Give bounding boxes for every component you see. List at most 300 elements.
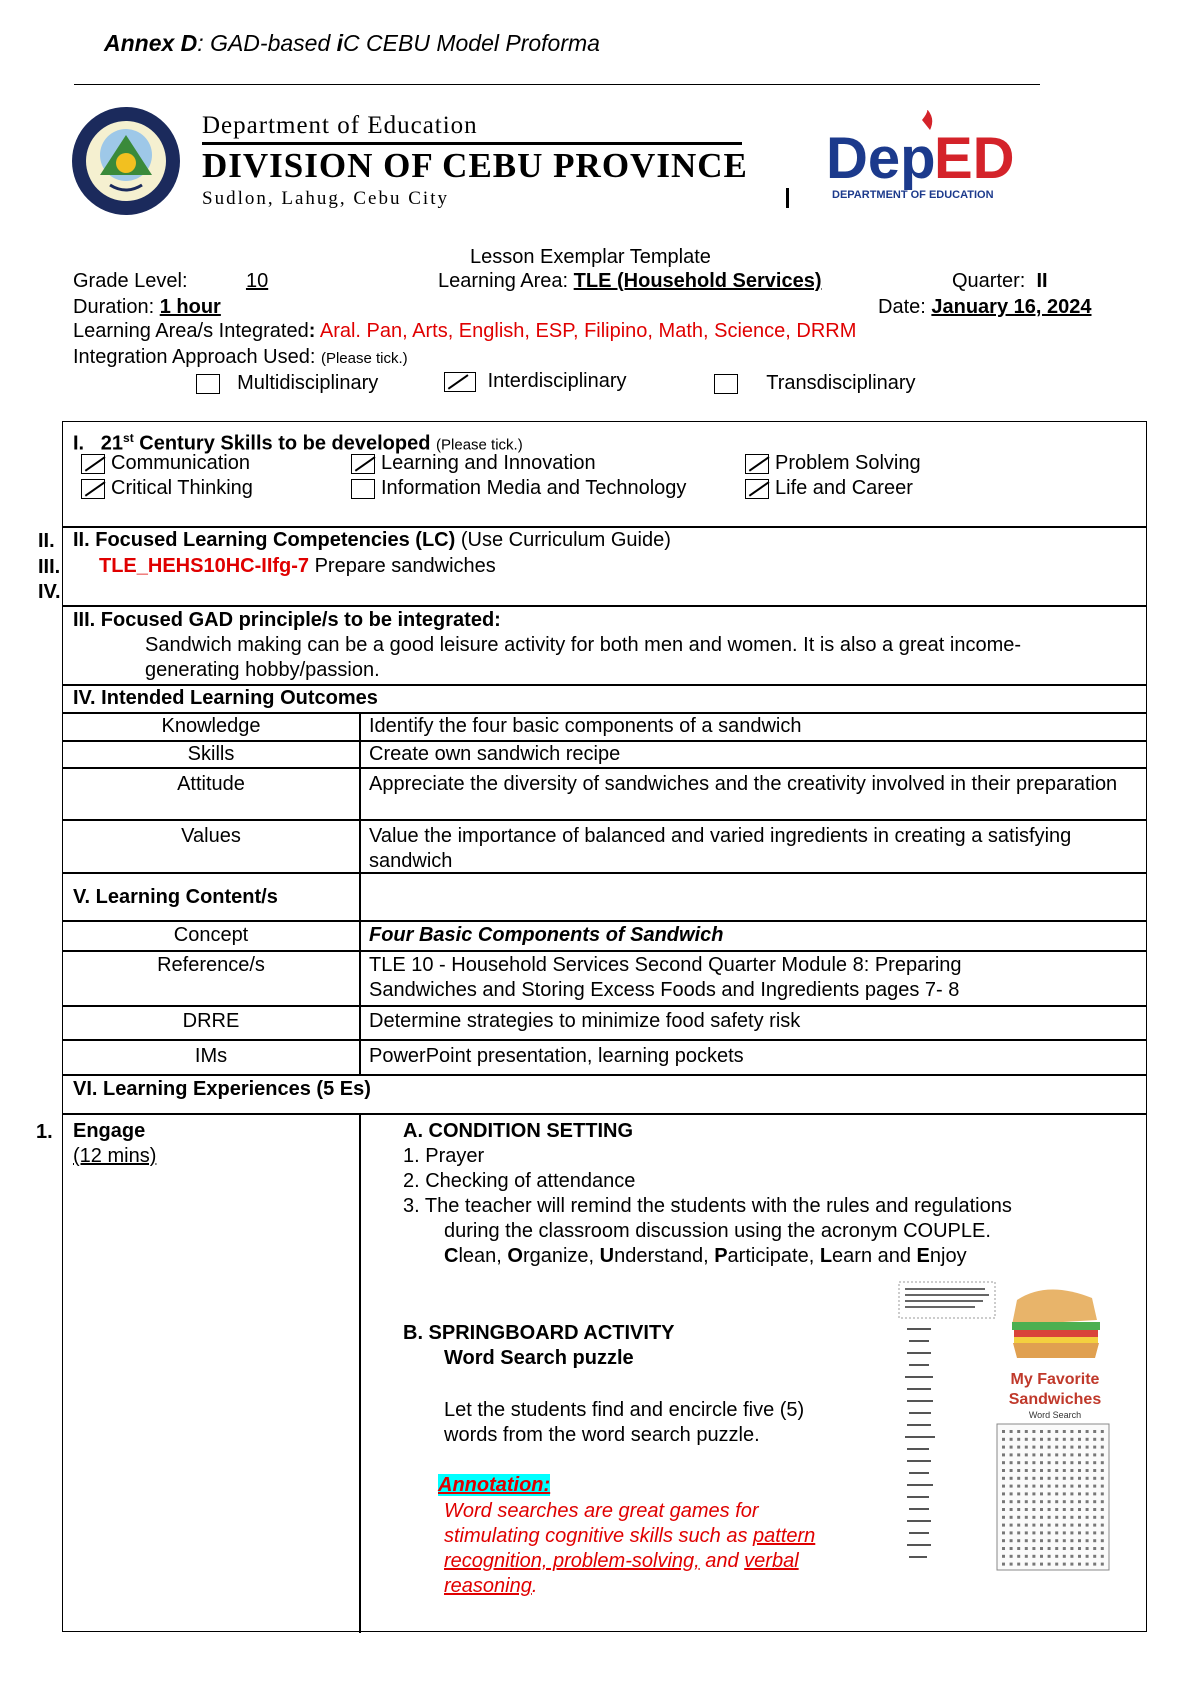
puzzle-letter-cell <box>1055 1516 1058 1519</box>
puzzle-letter-cell <box>1025 1446 1028 1449</box>
puzzle-letter-cell <box>1040 1438 1043 1441</box>
annotation-text: Word searches are great games for stimulating cognitive skills such as pattern recognition, problem-solving, and verbal reasoning. <box>444 1500 816 1597</box>
outcome-label: Values <box>181 825 241 847</box>
puzzle-letter-cell <box>1010 1453 1013 1456</box>
skill-critical-thinking[interactable]: Critical Thinking <box>81 476 253 501</box>
puzzle-letter-cell <box>1048 1555 1051 1558</box>
puzzle-letter-cell <box>1025 1485 1028 1488</box>
puzzle-letter-cell <box>1078 1492 1081 1495</box>
puzzle-letter-cell <box>1032 1508 1035 1511</box>
puzzle-letter-cell <box>1055 1500 1058 1503</box>
row-divider <box>63 1039 1146 1041</box>
puzzle-letter-cell <box>1010 1461 1013 1464</box>
puzzle-letter-cell <box>1017 1555 1020 1558</box>
puzzle-letter-cell <box>1048 1469 1051 1472</box>
row-divider <box>63 950 1146 952</box>
puzzle-letter-cell <box>1032 1547 1035 1550</box>
puzzle-letter-cell <box>1017 1446 1020 1449</box>
puzzle-letter-cell <box>1063 1453 1066 1456</box>
svg-text:Dep: Dep <box>826 126 936 191</box>
checkbox-icon[interactable] <box>351 479 375 499</box>
puzzle-letter-cell <box>1010 1555 1013 1558</box>
puzzle-letter-cell <box>1063 1524 1066 1527</box>
header-divider <box>74 84 1040 85</box>
puzzle-letter-cell <box>1002 1508 1005 1511</box>
areas-integrated: Learning Area/s Integrated: Aral. Pan, Arts, English, ESP, Filipino, Math, Science, DRRM <box>73 320 857 342</box>
checked-checkbox-icon[interactable] <box>81 454 105 474</box>
puzzle-letter-cell <box>1002 1492 1005 1495</box>
puzzle-letter-cell <box>1025 1469 1028 1472</box>
skill-learning-innovation[interactable]: Learning and Innovation <box>351 451 596 476</box>
puzzle-letter-cell <box>1078 1461 1081 1464</box>
quarter: Quarter: II <box>952 270 1048 292</box>
puzzle-letter-cell <box>1086 1524 1089 1527</box>
puzzle-letter-cell <box>1070 1477 1073 1480</box>
checked-checkbox-icon[interactable] <box>745 479 769 499</box>
puzzle-letter-cell <box>1093 1461 1096 1464</box>
puzzle-letter-cell <box>1070 1453 1073 1456</box>
column-divider <box>359 950 361 1076</box>
puzzle-letter-cell <box>1063 1461 1066 1464</box>
content-value: Four Basic Components of Sandwich <box>369 924 724 946</box>
puzzle-subtitle: Word Search <box>1028 1410 1082 1420</box>
checkbox-icon[interactable] <box>196 374 220 394</box>
puzzle-letter-cell <box>1078 1524 1081 1527</box>
puzzle-letter-cell <box>1040 1453 1043 1456</box>
puzzle-letter-cell <box>1086 1446 1089 1449</box>
skill-problem-solving[interactable]: Problem Solving <box>745 451 921 476</box>
puzzle-letter-cell <box>1055 1461 1058 1464</box>
puzzle-letter-cell <box>1032 1500 1035 1503</box>
checked-checkbox-icon[interactable] <box>351 454 375 474</box>
template-title: Lesson Exemplar Template <box>470 246 711 268</box>
puzzle-title-line2: Sandwiches <box>1008 1391 1102 1408</box>
puzzle-letter-cell <box>1032 1453 1035 1456</box>
outcome-value: Appreciate the diversity of sandwiches and the creativity involved in their preparation <box>369 773 1118 795</box>
puzzle-letter-cell <box>1101 1461 1104 1464</box>
puzzle-letter-cell <box>1086 1469 1089 1472</box>
puzzle-letter-cell <box>1002 1461 1005 1464</box>
puzzle-letter-cell <box>1063 1485 1066 1488</box>
gad-text-line1: Sandwich making can be a good leisure activity for both men and women. It is also a great income- <box>145 634 1022 656</box>
integration-approach: Integration Approach Used: (Please tick.) <box>73 346 408 368</box>
puzzle-letter-cell <box>1002 1524 1005 1527</box>
learning-area: Learning Area: TLE (Household Services) <box>438 270 822 292</box>
puzzle-letter-cell <box>1040 1508 1043 1511</box>
annotation-label: Annotation: <box>438 1474 551 1496</box>
puzzle-letter-cell <box>1010 1531 1013 1534</box>
puzzle-letter-cell <box>1032 1485 1035 1488</box>
puzzle-letter-cell <box>1086 1516 1089 1519</box>
outcome-value: Value the importance of balanced and varied ingredients in creating a satisfying sandwich <box>369 825 1072 872</box>
side-marker-iv: IV. <box>38 581 61 603</box>
column-divider <box>359 1113 361 1633</box>
puzzle-letter-cell <box>1048 1563 1051 1566</box>
approach-interdisciplinary[interactable]: Interdisciplinary <box>444 368 627 394</box>
word-search-puzzle-image <box>897 1280 1115 1580</box>
puzzle-letter-cell <box>1032 1438 1035 1441</box>
puzzle-letter-cell <box>1101 1469 1104 1472</box>
approach-multidisciplinary[interactable]: Multidisciplinary <box>196 370 378 396</box>
puzzle-letter-cell <box>1063 1446 1066 1449</box>
puzzle-letter-cell <box>1086 1477 1089 1480</box>
puzzle-letter-cell <box>1017 1539 1020 1542</box>
puzzle-letter-cell <box>1010 1430 1013 1433</box>
puzzle-letter-cell <box>1063 1547 1066 1550</box>
puzzle-letter-cell <box>1055 1446 1058 1449</box>
puzzle-letter-cell <box>1093 1524 1096 1527</box>
puzzle-letter-cell <box>1070 1461 1073 1464</box>
puzzle-letter-cell <box>1101 1453 1104 1456</box>
side-marker-ii: II. <box>38 530 55 552</box>
puzzle-letter-cell <box>1086 1563 1089 1566</box>
duration-value: 1 hour <box>159 296 221 318</box>
puzzle-letter-cell <box>1093 1438 1096 1441</box>
condition-item: 1. Prayer <box>403 1145 485 1167</box>
puzzle-letter-cell <box>1017 1438 1020 1441</box>
puzzle-letter-cell <box>1078 1453 1081 1456</box>
skill-info-media-tech[interactable]: Information Media and Technology <box>351 476 686 501</box>
puzzle-letter-cell <box>1093 1453 1096 1456</box>
deped-logo-subtitle: DEPARTMENT OF EDUCATION <box>832 189 994 201</box>
puzzle-letter-cell <box>1078 1469 1081 1472</box>
puzzle-letter-cell <box>1070 1492 1073 1495</box>
puzzle-letter-cell <box>1070 1446 1073 1449</box>
puzzle-letter-cell <box>1048 1485 1051 1488</box>
content-label: Concept <box>173 924 249 946</box>
puzzle-letter-cell <box>1063 1539 1066 1542</box>
puzzle-letter-cell <box>1010 1563 1013 1566</box>
puzzle-letter-cell <box>1017 1516 1020 1519</box>
puzzle-letter-cell <box>1078 1446 1081 1449</box>
puzzle-letter-cell <box>1078 1531 1081 1534</box>
competency-code: TLE_HEHS10HC-IIfg-7 <box>99 555 310 577</box>
puzzle-letter-cell <box>1025 1555 1028 1558</box>
puzzle-letter-cell <box>1086 1453 1089 1456</box>
row-divider <box>63 819 1146 821</box>
puzzle-letter-cell <box>1055 1555 1058 1558</box>
content-label: DRRE <box>182 1010 240 1032</box>
puzzle-letter-cell <box>1101 1524 1104 1527</box>
engage-label: Engage <box>73 1120 146 1142</box>
division-name: DIVISION OF CEBU PROVINCE <box>202 146 748 185</box>
quarter-value: II <box>1036 270 1048 292</box>
puzzle-letter-cell <box>1002 1485 1005 1488</box>
puzzle-letter-cell <box>1002 1555 1005 1558</box>
condition-item: 2. Checking of attendance <box>403 1170 636 1192</box>
puzzle-letter-cell <box>1063 1430 1066 1433</box>
puzzle-letter-cell <box>1010 1485 1013 1488</box>
puzzle-letter-cell <box>1101 1492 1104 1495</box>
puzzle-letter-cell <box>1017 1461 1020 1464</box>
puzzle-letter-cell <box>1055 1539 1058 1542</box>
puzzle-letter-cell <box>1010 1492 1013 1495</box>
puzzle-letter-cell <box>1032 1477 1035 1480</box>
deped-logo <box>826 110 1026 205</box>
checked-checkbox-icon[interactable] <box>444 372 476 392</box>
puzzle-letter-cell <box>1101 1485 1104 1488</box>
content-label: IMs <box>194 1045 228 1067</box>
puzzle-letter-cell <box>1086 1461 1089 1464</box>
puzzle-letter-cell <box>1070 1531 1073 1534</box>
puzzle-letter-cell <box>1040 1563 1043 1566</box>
puzzle-letter-cell <box>1025 1492 1028 1495</box>
division-address: Sudlon, Lahug, Cebu City <box>202 188 449 209</box>
puzzle-letter-cell <box>1017 1500 1020 1503</box>
areas-integrated-value: Aral. Pan, Arts, English, ESP, Filipino, Math, Science, DRRM <box>319 320 857 342</box>
duration: Duration: 1 hour <box>73 296 221 318</box>
puzzle-letter-cell <box>1093 1547 1096 1550</box>
puzzle-letter-cell <box>1055 1524 1058 1527</box>
puzzle-letter-cell <box>1070 1547 1073 1550</box>
puzzle-letter-cell <box>1048 1516 1051 1519</box>
puzzle-letter-cell <box>1093 1430 1096 1433</box>
skills-heading: I. 21st Century Skills to be developed (Please tick.) <box>73 431 523 455</box>
puzzle-letter-cell <box>1063 1477 1066 1480</box>
puzzle-letter-cell <box>1101 1563 1104 1566</box>
puzzle-letter-cell <box>1025 1539 1028 1542</box>
puzzle-letter-cell <box>1040 1516 1043 1519</box>
springboard-text-line2: words from the word search puzzle. <box>444 1424 760 1446</box>
puzzle-letter-cell <box>1032 1531 1035 1534</box>
puzzle-letter-cell <box>1040 1477 1043 1480</box>
puzzle-letter-cell <box>1070 1438 1073 1441</box>
puzzle-letter-cell <box>1101 1500 1104 1503</box>
puzzle-letter-cell <box>1048 1461 1051 1464</box>
puzzle-letter-cell <box>1086 1500 1089 1503</box>
content-value: TLE 10 - Household Services Second Quarter Module 8: Preparing Sandwiches and Storing Excess Foods and Ingredients pages 7- 8 <box>369 954 962 1001</box>
puzzle-letter-cell <box>1063 1508 1066 1511</box>
puzzle-letter-cell <box>1086 1485 1089 1488</box>
sandwich-word-search-illustration <box>897 1280 1115 1580</box>
puzzle-letter-cell <box>1093 1446 1096 1449</box>
condition-item-continued: during the classroom discussion using the acronym COUPLE. <box>444 1220 991 1242</box>
puzzle-letter-cell <box>1078 1485 1081 1488</box>
side-marker-1: 1. <box>36 1121 53 1143</box>
puzzle-letter-cell <box>1070 1555 1073 1558</box>
puzzle-letter-cell <box>1086 1531 1089 1534</box>
puzzle-letter-cell <box>1025 1453 1028 1456</box>
puzzle-letter-cell <box>1040 1469 1043 1472</box>
puzzle-letter-cell <box>1078 1555 1081 1558</box>
content-value: Determine strategies to minimize food safety risk <box>369 1010 801 1032</box>
grade-level-value: 10 <box>245 270 269 292</box>
springboard-subheading: Word Search puzzle <box>444 1347 634 1369</box>
puzzle-letter-cell <box>1040 1539 1043 1542</box>
approach-transdisciplinary[interactable]: Transdisciplinary <box>714 370 916 396</box>
puzzle-letter-cell <box>1055 1438 1058 1441</box>
checkbox-icon[interactable] <box>714 374 738 394</box>
puzzle-letter-cell <box>1017 1485 1020 1488</box>
puzzle-letter-cell <box>1032 1430 1035 1433</box>
puzzle-letter-cell <box>1055 1547 1058 1550</box>
puzzle-letter-cell <box>1025 1477 1028 1480</box>
puzzle-letter-cell <box>1002 1438 1005 1441</box>
puzzle-letter-cell <box>1070 1469 1073 1472</box>
puzzle-letter-cell <box>1078 1477 1081 1480</box>
puzzle-letter-cell <box>1025 1430 1028 1433</box>
skill-life-career[interactable]: Life and Career <box>745 476 913 501</box>
puzzle-letter-cell <box>1101 1446 1104 1449</box>
annex-title: Annex D: GAD-based iC CEBU Model Proforma <box>104 30 600 56</box>
puzzle-letter-cell <box>1055 1492 1058 1495</box>
puzzle-letter-cell <box>1017 1524 1020 1527</box>
puzzle-letter-cell <box>1048 1438 1051 1441</box>
puzzle-letter-cell <box>1002 1430 1005 1433</box>
puzzle-letter-cell <box>1101 1547 1104 1550</box>
puzzle-letter-cell <box>1101 1516 1104 1519</box>
puzzle-letter-cell <box>1086 1508 1089 1511</box>
checked-checkbox-icon[interactable] <box>745 454 769 474</box>
puzzle-letter-cell <box>1063 1563 1066 1566</box>
learning-area-value: TLE (Household Services) <box>573 270 822 292</box>
puzzle-letter-cell <box>1010 1477 1013 1480</box>
lesson-table <box>62 421 1147 1632</box>
puzzle-letter-cell <box>1010 1438 1013 1441</box>
puzzle-letter-cell <box>1086 1430 1089 1433</box>
puzzle-letter-cell <box>1010 1508 1013 1511</box>
puzzle-letter-cell <box>1010 1547 1013 1550</box>
puzzle-letter-cell <box>1086 1555 1089 1558</box>
puzzle-letter-cell <box>1025 1524 1028 1527</box>
puzzle-letter-cell <box>1048 1547 1051 1550</box>
puzzle-letter-cell <box>1017 1492 1020 1495</box>
puzzle-letter-cell <box>1070 1563 1073 1566</box>
puzzle-letter-cell <box>1070 1539 1073 1542</box>
content-value: PowerPoint presentation, learning pockets <box>369 1045 744 1067</box>
column-divider <box>359 712 361 953</box>
puzzle-letter-cell <box>1002 1516 1005 1519</box>
puzzle-letter-cell <box>1017 1430 1020 1433</box>
puzzle-letter-cell <box>1017 1547 1020 1550</box>
puzzle-letter-cell <box>1002 1563 1005 1566</box>
puzzle-letter-cell <box>1093 1500 1096 1503</box>
puzzle-letter-cell <box>1086 1539 1089 1542</box>
competencies-heading: II. Focused Learning Competencies (LC) (Use Curriculum Guide) <box>73 529 671 551</box>
puzzle-letter-cell <box>1040 1446 1043 1449</box>
puzzle-letter-cell <box>1048 1492 1051 1495</box>
puzzle-letter-cell <box>1025 1461 1028 1464</box>
puzzle-letter-cell <box>1010 1469 1013 1472</box>
grade-level: Grade Level: 10 <box>73 268 321 294</box>
puzzle-letter-cell <box>1017 1453 1020 1456</box>
puzzle-letter-cell <box>1086 1492 1089 1495</box>
puzzle-letter-cell <box>1101 1539 1104 1542</box>
puzzle-letter-cell <box>1002 1446 1005 1449</box>
outcome-value: Identify the four basic components of a sandwich <box>369 715 802 737</box>
puzzle-letter-cell <box>1017 1477 1020 1480</box>
puzzle-letter-cell <box>1032 1446 1035 1449</box>
puzzle-letter-cell <box>1040 1430 1043 1433</box>
puzzle-letter-cell <box>1017 1531 1020 1534</box>
puzzle-letter-cell <box>1048 1539 1051 1542</box>
puzzle-letter-cell <box>1010 1539 1013 1542</box>
puzzle-letter-cell <box>1101 1477 1104 1480</box>
puzzle-letter-cell <box>1086 1547 1089 1550</box>
puzzle-letter-cell <box>1040 1492 1043 1495</box>
outcome-label: Attitude <box>177 773 245 795</box>
engage-time: (12 mins) <box>73 1145 157 1167</box>
row-divider <box>63 920 1146 922</box>
puzzle-letter-cell <box>1070 1508 1073 1511</box>
puzzle-letter-cell <box>1032 1539 1035 1542</box>
skill-communication[interactable]: Communication <box>81 451 250 476</box>
puzzle-letter-cell <box>1078 1547 1081 1550</box>
gad-heading: III. Focused GAD principle/s to be integrated: <box>73 609 501 631</box>
puzzle-letter-cell <box>1101 1438 1104 1441</box>
puzzle-letter-cell <box>1010 1500 1013 1503</box>
puzzle-letter-cell <box>1032 1516 1035 1519</box>
puzzle-letter-cell <box>1032 1492 1035 1495</box>
header-separator <box>786 188 789 208</box>
puzzle-letter-cell <box>1055 1485 1058 1488</box>
checked-checkbox-icon[interactable] <box>81 479 105 499</box>
puzzle-letter-cell <box>1040 1555 1043 1558</box>
puzzle-letter-cell <box>1040 1547 1043 1550</box>
puzzle-letter-cell <box>1002 1539 1005 1542</box>
experiences-heading: VI. Learning Experiences (5 Es) <box>73 1078 371 1100</box>
puzzle-letter-cell <box>1070 1524 1073 1527</box>
puzzle-letter-cell <box>1040 1524 1043 1527</box>
puzzle-letter-cell <box>1048 1430 1051 1433</box>
puzzle-letter-cell <box>1002 1469 1005 1472</box>
puzzle-letter-cell <box>1093 1477 1096 1480</box>
puzzle-letter-cell <box>1048 1524 1051 1527</box>
puzzle-letter-cell <box>1078 1539 1081 1542</box>
puzzle-letter-cell <box>1063 1469 1066 1472</box>
puzzle-letter-cell <box>1093 1539 1096 1542</box>
puzzle-letter-cell <box>1025 1516 1028 1519</box>
couple-acronym: Clean, Organize, Understand, Participate, Learn and Enjoy <box>444 1245 967 1267</box>
condition-setting-heading: A. CONDITION SETTING <box>403 1120 633 1142</box>
puzzle-letter-cell <box>1017 1508 1020 1511</box>
puzzle-letter-cell <box>1078 1500 1081 1503</box>
side-marker-iii: III. <box>38 556 61 578</box>
puzzle-letter-cell <box>1002 1453 1005 1456</box>
puzzle-letter-cell <box>1048 1477 1051 1480</box>
row-divider <box>63 1074 1146 1076</box>
puzzle-letter-cell <box>1078 1430 1081 1433</box>
puzzle-letter-cell <box>1010 1446 1013 1449</box>
puzzle-letter-cell <box>1055 1508 1058 1511</box>
puzzle-letter-cell <box>1032 1469 1035 1472</box>
puzzle-letter-cell <box>1055 1453 1058 1456</box>
date: Date: January 16, 2024 <box>878 296 1092 318</box>
content-heading: V. Learning Content/s <box>73 886 278 908</box>
puzzle-letter-cell <box>1048 1453 1051 1456</box>
puzzle-letter-cell <box>1048 1531 1051 1534</box>
gad-text-line2: generating hobby/passion. <box>145 659 380 681</box>
puzzle-letter-cell <box>1002 1547 1005 1550</box>
outcome-label: Knowledge <box>161 715 261 737</box>
puzzle-letter-cell <box>1093 1485 1096 1488</box>
puzzle-letter-cell <box>1093 1469 1096 1472</box>
puzzle-title-line1: My Favorite <box>1010 1371 1100 1388</box>
svg-text:ED: ED <box>934 126 1015 191</box>
puzzle-letter-cell <box>1055 1531 1058 1534</box>
puzzle-letter-cell <box>1002 1500 1005 1503</box>
puzzle-letter-cell <box>1040 1531 1043 1534</box>
puzzle-letter-cell <box>1078 1438 1081 1441</box>
puzzle-letter-cell <box>1025 1438 1028 1441</box>
puzzle-letter-cell <box>1032 1524 1035 1527</box>
puzzle-letter-cell <box>1048 1500 1051 1503</box>
puzzle-letter-cell <box>1017 1563 1020 1566</box>
outcome-value: Create own sandwich recipe <box>369 743 621 765</box>
puzzle-letter-cell <box>1040 1500 1043 1503</box>
springboard-text-line1: Let the students find and encircle five (5) <box>444 1399 805 1421</box>
puzzle-letter-cell <box>1017 1469 1020 1472</box>
